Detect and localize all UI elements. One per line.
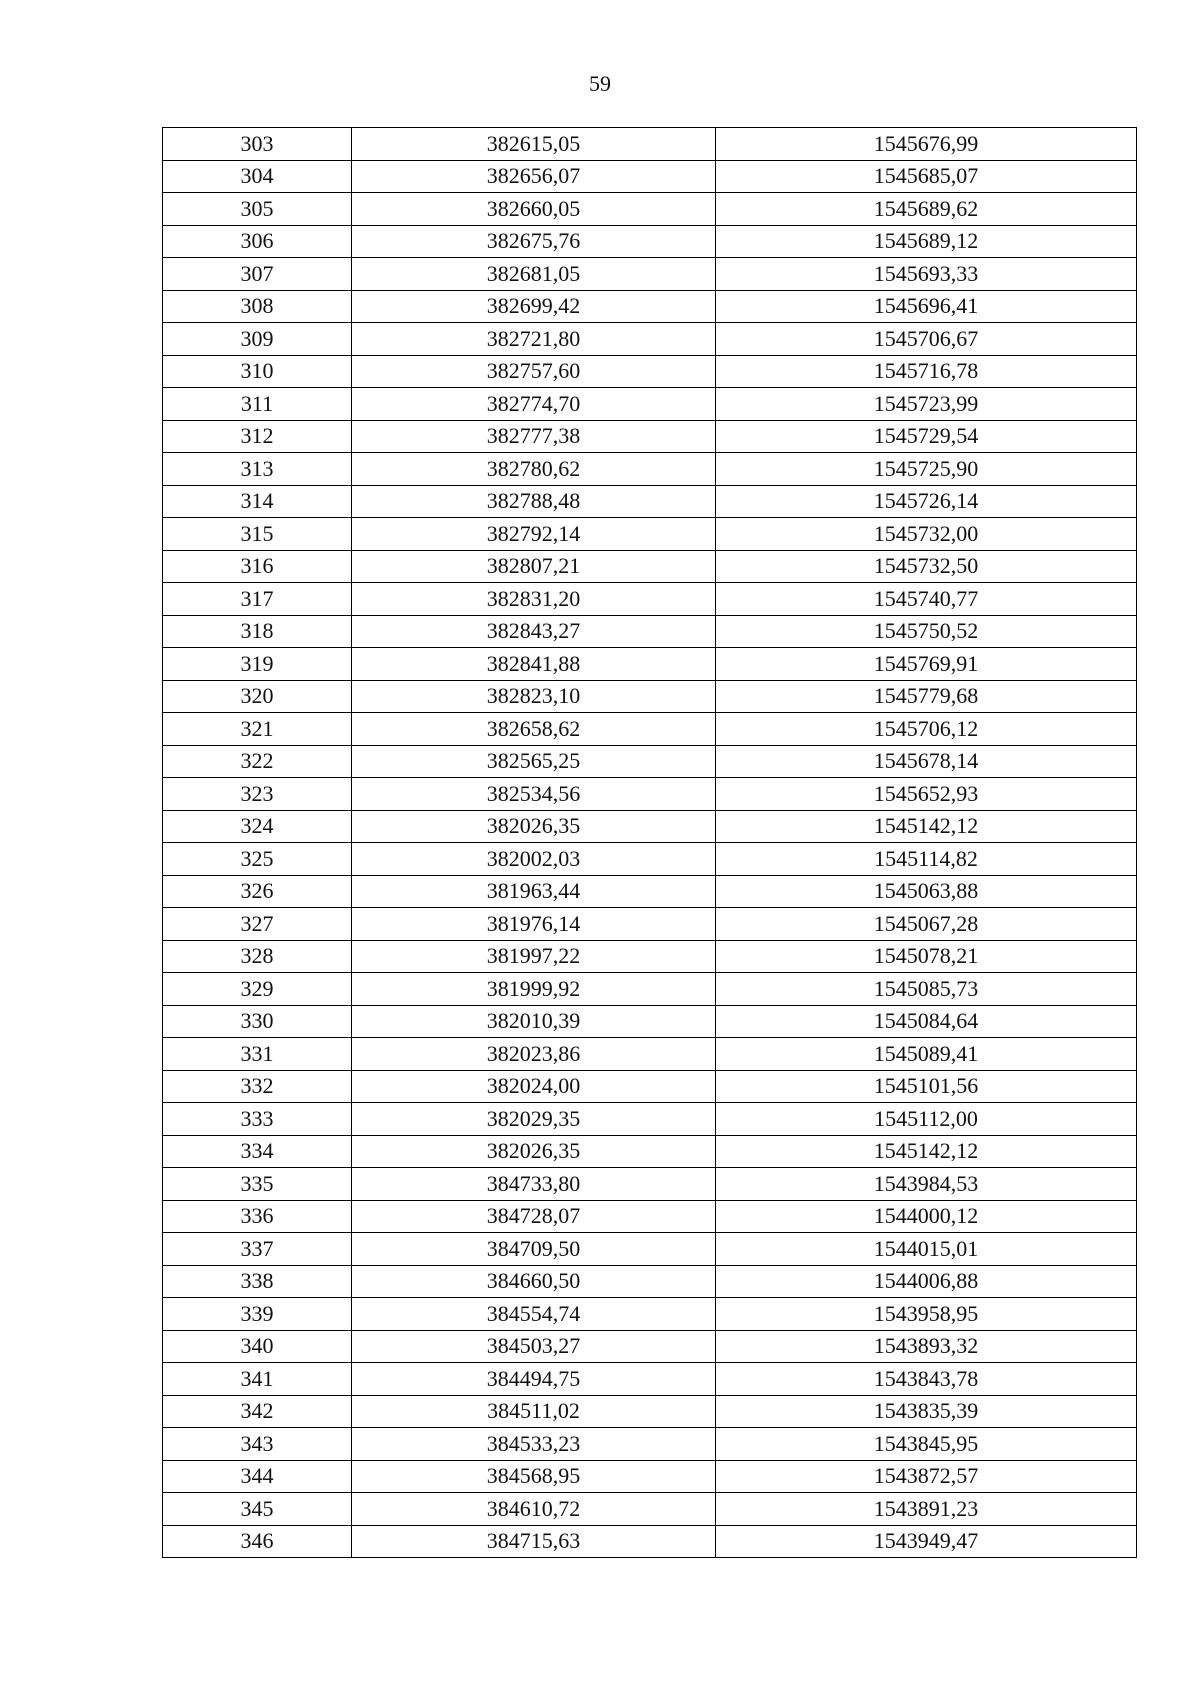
table-row [163,745,1137,778]
x-coordinate-cell: 381963,44 [352,875,716,908]
x-coordinate-cell: 384511,02 [352,1395,716,1428]
x-coordinate-cell: 382658,62 [352,713,716,746]
table-row [163,940,1137,973]
table-row [163,1233,1137,1266]
table-row [163,1038,1137,1071]
table-row [163,1428,1137,1461]
x-coordinate-cell: 382002,03 [352,843,716,876]
y-coordinate-cell: 1545696,41 [716,290,1137,323]
point-number-cell: 333 [163,1103,352,1136]
y-coordinate-cell: 1545084,64 [716,1005,1137,1038]
y-coordinate-cell: 1545740,77 [716,583,1137,616]
y-coordinate-cell: 1543984,53 [716,1168,1137,1201]
x-coordinate-cell: 381997,22 [352,940,716,973]
x-coordinate-cell: 382841,88 [352,648,716,681]
x-coordinate-cell: 382792,14 [352,518,716,551]
y-coordinate-cell: 1545101,56 [716,1070,1137,1103]
y-coordinate-cell: 1545689,62 [716,193,1137,226]
point-number-cell: 311 [163,388,352,421]
point-number-cell: 340 [163,1330,352,1363]
table-row [163,648,1137,681]
y-coordinate-cell: 1545725,90 [716,453,1137,486]
x-coordinate-cell: 382774,70 [352,388,716,421]
x-coordinate-cell: 382029,35 [352,1103,716,1136]
x-coordinate-cell: 384533,23 [352,1428,716,1461]
table-row [163,420,1137,453]
x-coordinate-cell: 384715,63 [352,1525,716,1558]
x-coordinate-cell: 382757,60 [352,355,716,388]
y-coordinate-cell: 1545114,82 [716,843,1137,876]
point-number-cell: 317 [163,583,352,616]
x-coordinate-cell: 381999,92 [352,973,716,1006]
point-number-cell: 307 [163,258,352,291]
point-number-cell: 323 [163,778,352,811]
y-coordinate-cell: 1544015,01 [716,1233,1137,1266]
x-coordinate-cell: 382565,25 [352,745,716,778]
y-coordinate-cell: 1545706,12 [716,713,1137,746]
table-row [163,583,1137,616]
table-row [163,1135,1137,1168]
coordinates-table-body [163,128,1137,1558]
table-row [163,1330,1137,1363]
table-row [163,1168,1137,1201]
x-coordinate-cell: 382026,35 [352,810,716,843]
table-row [163,1103,1137,1136]
x-coordinate-cell: 382777,38 [352,420,716,453]
table-row [163,485,1137,518]
x-coordinate-cell: 382843,27 [352,615,716,648]
point-number-cell: 326 [163,875,352,908]
point-number-cell: 314 [163,485,352,518]
point-number-cell: 342 [163,1395,352,1428]
point-number-cell: 309 [163,323,352,356]
page-number: 59 [589,71,611,96]
x-coordinate-cell: 382675,76 [352,225,716,258]
y-coordinate-cell: 1545732,50 [716,550,1137,583]
point-number-cell: 334 [163,1135,352,1168]
x-coordinate-cell: 384494,75 [352,1363,716,1396]
y-coordinate-cell: 1545652,93 [716,778,1137,811]
y-coordinate-cell: 1543958,95 [716,1298,1137,1331]
y-coordinate-cell: 1545729,54 [716,420,1137,453]
point-number-cell: 335 [163,1168,352,1201]
x-coordinate-cell: 382788,48 [352,485,716,518]
point-number-cell: 337 [163,1233,352,1266]
y-coordinate-cell: 1545750,52 [716,615,1137,648]
table-row [163,973,1137,1006]
table-row [163,128,1137,161]
point-number-cell: 308 [163,290,352,323]
point-number-cell: 305 [163,193,352,226]
point-number-cell: 330 [163,1005,352,1038]
x-coordinate-cell: 382699,42 [352,290,716,323]
table-row [163,875,1137,908]
table-row [163,1005,1137,1038]
table-row [163,1493,1137,1526]
point-number-cell: 332 [163,1070,352,1103]
table-row [163,323,1137,356]
table-row [163,388,1137,421]
point-number-cell: 331 [163,1038,352,1071]
x-coordinate-cell: 384503,27 [352,1330,716,1363]
point-number-cell: 338 [163,1265,352,1298]
y-coordinate-cell: 1545078,21 [716,940,1137,973]
point-number-cell: 306 [163,225,352,258]
point-number-cell: 310 [163,355,352,388]
x-coordinate-cell: 382024,00 [352,1070,716,1103]
point-number-cell: 318 [163,615,352,648]
x-coordinate-cell: 382780,62 [352,453,716,486]
point-number-cell: 328 [163,940,352,973]
x-coordinate-cell: 382660,05 [352,193,716,226]
table-row [163,810,1137,843]
y-coordinate-cell: 1545676,99 [716,128,1137,161]
table-row [163,453,1137,486]
x-coordinate-cell: 382823,10 [352,680,716,713]
x-coordinate-cell: 384733,80 [352,1168,716,1201]
y-coordinate-cell: 1545732,00 [716,518,1137,551]
y-coordinate-cell: 1545085,73 [716,973,1137,1006]
point-number-cell: 345 [163,1493,352,1526]
point-number-cell: 324 [163,810,352,843]
point-number-cell: 329 [163,973,352,1006]
point-number-cell: 313 [163,453,352,486]
y-coordinate-cell: 1545723,99 [716,388,1137,421]
y-coordinate-cell: 1545685,07 [716,160,1137,193]
point-number-cell: 319 [163,648,352,681]
table-row [163,1265,1137,1298]
y-coordinate-cell: 1545678,14 [716,745,1137,778]
x-coordinate-cell: 382831,20 [352,583,716,616]
point-number-cell: 341 [163,1363,352,1396]
y-coordinate-cell: 1545706,67 [716,323,1137,356]
table-row [163,355,1137,388]
point-number-cell: 344 [163,1460,352,1493]
table-row [163,680,1137,713]
point-number-cell: 327 [163,908,352,941]
table-row [163,1363,1137,1396]
y-coordinate-cell: 1545689,12 [716,225,1137,258]
point-number-cell: 304 [163,160,352,193]
y-coordinate-cell: 1545779,68 [716,680,1137,713]
y-coordinate-cell: 1545693,33 [716,258,1137,291]
y-coordinate-cell: 1545716,78 [716,355,1137,388]
y-coordinate-cell: 1545112,00 [716,1103,1137,1136]
point-number-cell: 343 [163,1428,352,1461]
table-row [163,258,1137,291]
y-coordinate-cell: 1545142,12 [716,1135,1137,1168]
x-coordinate-cell: 382010,39 [352,1005,716,1038]
x-coordinate-cell: 382023,86 [352,1038,716,1071]
x-coordinate-cell: 382721,80 [352,323,716,356]
table-row [163,518,1137,551]
table-row [163,1395,1137,1428]
y-coordinate-cell: 1545142,12 [716,810,1137,843]
y-coordinate-cell: 1544006,88 [716,1265,1137,1298]
y-coordinate-cell: 1543845,95 [716,1428,1137,1461]
y-coordinate-cell: 1545067,28 [716,908,1137,941]
x-coordinate-cell: 382807,21 [352,550,716,583]
point-number-cell: 320 [163,680,352,713]
x-coordinate-cell: 384660,50 [352,1265,716,1298]
x-coordinate-cell: 382656,07 [352,160,716,193]
y-coordinate-cell: 1545726,14 [716,485,1137,518]
y-coordinate-cell: 1543835,39 [716,1395,1137,1428]
table-row [163,160,1137,193]
x-coordinate-cell: 384610,72 [352,1493,716,1526]
table-row [163,615,1137,648]
x-coordinate-cell: 384554,74 [352,1298,716,1331]
x-coordinate-cell: 384728,07 [352,1200,716,1233]
y-coordinate-cell: 1543872,57 [716,1460,1137,1493]
x-coordinate-cell: 382681,05 [352,258,716,291]
x-coordinate-cell: 382615,05 [352,128,716,161]
point-number-cell: 325 [163,843,352,876]
x-coordinate-cell: 384709,50 [352,1233,716,1266]
point-number-cell: 322 [163,745,352,778]
table-row [163,778,1137,811]
y-coordinate-cell: 1545769,91 [716,648,1137,681]
table-row [163,713,1137,746]
table-row [163,1070,1137,1103]
point-number-cell: 336 [163,1200,352,1233]
point-number-cell: 315 [163,518,352,551]
point-number-cell: 303 [163,128,352,161]
y-coordinate-cell: 1545089,41 [716,1038,1137,1071]
point-number-cell: 339 [163,1298,352,1331]
y-coordinate-cell: 1543949,47 [716,1525,1137,1558]
table-row [163,1298,1137,1331]
table-row [163,1525,1137,1558]
x-coordinate-cell: 381976,14 [352,908,716,941]
y-coordinate-cell: 1543891,23 [716,1493,1137,1526]
point-number-cell: 321 [163,713,352,746]
x-coordinate-cell: 382026,35 [352,1135,716,1168]
table-row [163,225,1137,258]
y-coordinate-cell: 1545063,88 [716,875,1137,908]
table-row [163,550,1137,583]
x-coordinate-cell: 382534,56 [352,778,716,811]
table-row [163,1200,1137,1233]
table-row [163,193,1137,226]
table-row [163,908,1137,941]
x-coordinate-cell: 384568,95 [352,1460,716,1493]
point-number-cell: 346 [163,1525,352,1558]
coordinates-table [162,127,1137,1558]
y-coordinate-cell: 1543893,32 [716,1330,1137,1363]
y-coordinate-cell: 1544000,12 [716,1200,1137,1233]
table-row [163,290,1137,323]
point-number-cell: 312 [163,420,352,453]
table-row [163,1460,1137,1493]
table-row [163,843,1137,876]
point-number-cell: 316 [163,550,352,583]
y-coordinate-cell: 1543843,78 [716,1363,1137,1396]
